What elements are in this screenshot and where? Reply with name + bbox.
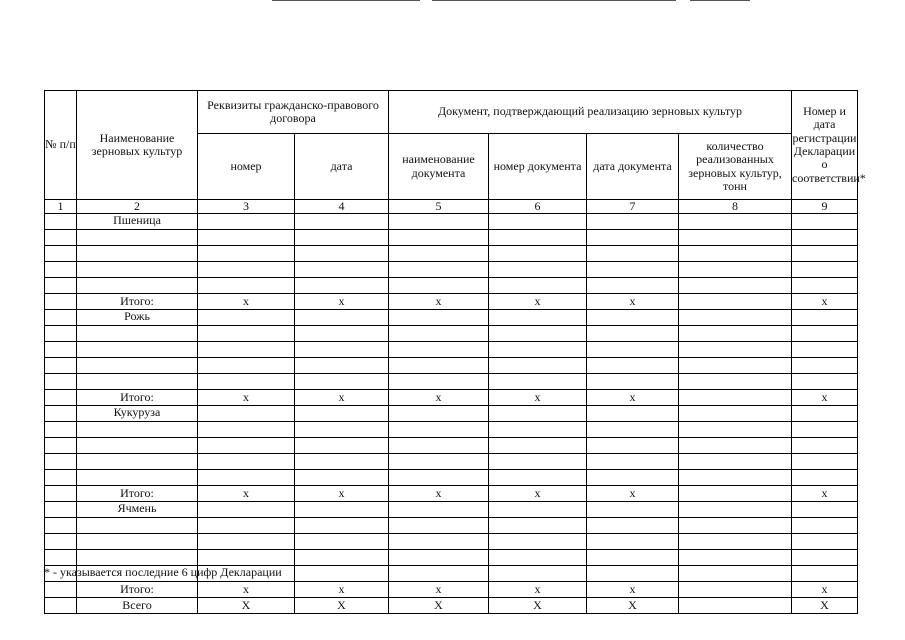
empty-cell xyxy=(679,550,792,566)
empty-cell xyxy=(792,566,858,582)
subtotal-mark: x xyxy=(587,486,679,502)
empty-cell xyxy=(792,422,858,438)
total-mark: X xyxy=(587,598,679,614)
empty-cell xyxy=(198,278,295,294)
empty-cell xyxy=(489,326,587,342)
subtotal-row xyxy=(45,582,858,598)
row-number-cell xyxy=(45,310,77,326)
empty-cell xyxy=(587,566,679,582)
empty-cell xyxy=(198,326,295,342)
subtotal-mark: x xyxy=(792,390,858,406)
empty-cell xyxy=(295,502,389,518)
empty-cell xyxy=(587,278,679,294)
row-number-cell xyxy=(45,598,77,614)
empty-cell xyxy=(45,550,77,566)
empty-cell xyxy=(295,406,389,422)
footnote: * - указывается последние 6 цифр Декларации xyxy=(44,565,282,579)
empty-cell xyxy=(198,374,295,390)
subtotal-mark: x xyxy=(198,390,295,406)
empty-cell xyxy=(679,262,792,278)
empty-cell xyxy=(489,422,587,438)
empty-cell xyxy=(77,358,198,374)
subtotal-mark: x xyxy=(489,582,587,598)
empty-cell xyxy=(587,246,679,262)
grain-sales-table xyxy=(44,90,866,614)
entry-row xyxy=(45,278,858,294)
scan-edge-line xyxy=(432,0,676,1)
empty-cell xyxy=(295,278,389,294)
subtotal-mark: x xyxy=(389,294,489,310)
empty-cell xyxy=(45,278,77,294)
empty-cell xyxy=(489,518,587,534)
subtotal-mark: x xyxy=(295,582,389,598)
empty-cell xyxy=(389,230,489,246)
total-mark: X xyxy=(295,598,389,614)
header-document-date: дата документа xyxy=(587,134,679,200)
header-document-number: номер документа xyxy=(489,134,587,200)
empty-cell xyxy=(198,262,295,278)
empty-cell xyxy=(587,550,679,566)
empty-cell xyxy=(198,438,295,454)
empty-cell xyxy=(389,422,489,438)
empty-cell xyxy=(679,566,792,582)
empty-cell xyxy=(587,422,679,438)
empty-cell xyxy=(587,502,679,518)
empty-cell xyxy=(295,550,389,566)
empty-cell xyxy=(792,342,858,358)
entry-row xyxy=(45,230,858,246)
empty-cell xyxy=(198,406,295,422)
empty-cell xyxy=(77,518,198,534)
total-mark xyxy=(679,598,792,614)
empty-cell xyxy=(489,406,587,422)
empty-cell xyxy=(295,326,389,342)
empty-cell xyxy=(45,518,77,534)
empty-cell xyxy=(792,278,858,294)
empty-cell xyxy=(792,358,858,374)
empty-cell xyxy=(389,278,489,294)
empty-cell xyxy=(792,550,858,566)
empty-cell xyxy=(295,310,389,326)
empty-cell xyxy=(77,246,198,262)
empty-cell xyxy=(77,454,198,470)
empty-cell xyxy=(45,246,77,262)
empty-cell xyxy=(198,534,295,550)
empty-cell xyxy=(679,422,792,438)
subtotal-mark: x xyxy=(389,486,489,502)
row-number-cell xyxy=(45,214,77,230)
column-number: 7 xyxy=(587,200,679,214)
empty-cell xyxy=(389,550,489,566)
empty-cell xyxy=(679,326,792,342)
empty-cell xyxy=(587,214,679,230)
subtotal-mark: x xyxy=(198,582,295,598)
header-row-number: № п/п xyxy=(45,91,77,200)
empty-cell xyxy=(45,326,77,342)
subtotal-mark: x xyxy=(198,486,295,502)
empty-cell xyxy=(792,518,858,534)
empty-cell xyxy=(489,566,587,582)
header-contract-group: Реквизиты гражданско-правового договора xyxy=(198,91,389,134)
empty-cell xyxy=(198,422,295,438)
empty-cell xyxy=(77,342,198,358)
subtotal-mark xyxy=(679,390,792,406)
empty-cell xyxy=(679,246,792,262)
empty-cell xyxy=(489,502,587,518)
empty-cell xyxy=(587,358,679,374)
header-contract-date: дата xyxy=(295,134,389,200)
header-crop-name: Наименование зерновых культур xyxy=(77,91,198,200)
empty-cell xyxy=(45,422,77,438)
empty-cell xyxy=(198,518,295,534)
empty-cell xyxy=(295,534,389,550)
entry-row xyxy=(45,326,858,342)
empty-cell xyxy=(679,214,792,230)
crop-name: Рожь xyxy=(77,310,198,326)
column-number: 5 xyxy=(389,200,489,214)
empty-cell xyxy=(792,502,858,518)
empty-cell xyxy=(679,438,792,454)
empty-cell xyxy=(389,358,489,374)
empty-cell xyxy=(679,534,792,550)
subtotal-mark: x xyxy=(587,294,679,310)
empty-cell xyxy=(295,214,389,230)
empty-cell xyxy=(45,454,77,470)
subtotal-mark xyxy=(679,294,792,310)
empty-cell xyxy=(77,550,198,566)
empty-cell xyxy=(792,454,858,470)
empty-cell xyxy=(198,230,295,246)
empty-cell xyxy=(77,262,198,278)
subtotal-mark: x xyxy=(792,486,858,502)
row-number-cell xyxy=(45,294,77,310)
empty-cell xyxy=(587,310,679,326)
empty-cell xyxy=(389,310,489,326)
empty-cell xyxy=(792,470,858,486)
empty-cell xyxy=(489,470,587,486)
empty-cell xyxy=(389,454,489,470)
entry-row xyxy=(45,534,858,550)
empty-cell xyxy=(792,246,858,262)
row-number-cell xyxy=(45,582,77,598)
empty-cell xyxy=(295,262,389,278)
empty-cell xyxy=(198,502,295,518)
empty-cell xyxy=(45,534,77,550)
row-number-cell xyxy=(45,390,77,406)
empty-cell xyxy=(587,438,679,454)
empty-cell xyxy=(587,518,679,534)
crop-name: Пшеница xyxy=(77,214,198,230)
subtotal-mark: x xyxy=(295,390,389,406)
subtotal-label: Итого: xyxy=(77,486,198,502)
empty-cell xyxy=(389,326,489,342)
empty-cell xyxy=(198,246,295,262)
empty-cell xyxy=(679,406,792,422)
entry-row xyxy=(45,246,858,262)
empty-cell xyxy=(389,534,489,550)
column-number: 1 xyxy=(45,200,77,214)
empty-cell xyxy=(198,342,295,358)
subtotal-mark: x xyxy=(389,390,489,406)
empty-cell xyxy=(389,406,489,422)
empty-cell xyxy=(679,310,792,326)
empty-cell xyxy=(45,374,77,390)
header-quantity: количество реализованных зерновых культур, тонн xyxy=(679,134,792,200)
subtotal-label: Итого: xyxy=(77,582,198,598)
subtotal-mark: x xyxy=(489,390,587,406)
empty-cell xyxy=(792,326,858,342)
entry-row xyxy=(45,358,858,374)
subtotal-mark: x xyxy=(792,294,858,310)
total-mark: X xyxy=(792,598,858,614)
empty-cell xyxy=(45,470,77,486)
empty-cell xyxy=(489,230,587,246)
subtotal-mark: x xyxy=(389,582,489,598)
subtotal-mark xyxy=(679,486,792,502)
empty-cell xyxy=(587,374,679,390)
empty-cell xyxy=(389,566,489,582)
crop-name-row xyxy=(45,502,858,518)
empty-cell xyxy=(389,262,489,278)
empty-cell xyxy=(45,438,77,454)
empty-cell xyxy=(679,374,792,390)
entry-row xyxy=(45,262,858,278)
header-contract-number: номер xyxy=(198,134,295,200)
subtotal-mark: x xyxy=(295,294,389,310)
row-number-cell xyxy=(45,406,77,422)
empty-cell xyxy=(679,230,792,246)
empty-cell xyxy=(489,358,587,374)
empty-cell xyxy=(295,358,389,374)
empty-cell xyxy=(679,358,792,374)
empty-cell xyxy=(77,326,198,342)
entry-row xyxy=(45,454,858,470)
empty-cell xyxy=(295,246,389,262)
empty-cell xyxy=(77,534,198,550)
empty-cell xyxy=(489,438,587,454)
total-mark: X xyxy=(489,598,587,614)
empty-cell xyxy=(389,438,489,454)
empty-cell xyxy=(792,438,858,454)
empty-cell xyxy=(792,214,858,230)
subtotal-label: Итого: xyxy=(77,390,198,406)
subtotal-row xyxy=(45,486,858,502)
empty-cell xyxy=(295,374,389,390)
entry-row xyxy=(45,422,858,438)
scan-edge-line xyxy=(272,0,420,1)
empty-cell xyxy=(587,230,679,246)
crop-name-row xyxy=(45,406,858,422)
header-document-group: Документ, подтверждающий реализацию зерновых культур xyxy=(389,91,792,134)
empty-cell xyxy=(389,518,489,534)
subtotal-mark: x xyxy=(295,486,389,502)
empty-cell xyxy=(389,470,489,486)
header-document-name: наименование документа xyxy=(389,134,489,200)
empty-cell xyxy=(489,262,587,278)
empty-cell xyxy=(77,470,198,486)
entry-row xyxy=(45,550,858,566)
empty-cell xyxy=(489,550,587,566)
empty-cell xyxy=(679,518,792,534)
subtotal-mark: x xyxy=(792,582,858,598)
empty-cell xyxy=(45,342,77,358)
empty-cell xyxy=(198,550,295,566)
column-number: 8 xyxy=(679,200,792,214)
empty-cell xyxy=(792,310,858,326)
empty-cell xyxy=(77,422,198,438)
empty-cell xyxy=(679,342,792,358)
scan-edge-line xyxy=(690,0,750,1)
empty-cell xyxy=(198,454,295,470)
subtotal-mark xyxy=(679,582,792,598)
subtotal-row xyxy=(45,294,858,310)
empty-cell xyxy=(489,454,587,470)
column-number-row xyxy=(45,200,858,214)
empty-cell xyxy=(792,230,858,246)
empty-cell xyxy=(792,374,858,390)
empty-cell xyxy=(587,454,679,470)
empty-cell xyxy=(679,454,792,470)
empty-cell xyxy=(587,342,679,358)
column-number: 3 xyxy=(198,200,295,214)
entry-row xyxy=(45,470,858,486)
header-declaration: Номер и дата регистрации Декларации о соответствии* xyxy=(792,91,858,200)
empty-cell xyxy=(679,278,792,294)
subtotal-label: Итого: xyxy=(77,294,198,310)
empty-cell xyxy=(389,246,489,262)
empty-cell xyxy=(389,214,489,230)
row-number-cell xyxy=(45,502,77,518)
entry-row xyxy=(45,438,858,454)
column-number: 6 xyxy=(489,200,587,214)
entry-row xyxy=(45,374,858,390)
empty-cell xyxy=(295,566,389,582)
empty-cell xyxy=(295,230,389,246)
column-number: 4 xyxy=(295,200,389,214)
crop-name-row xyxy=(45,310,858,326)
empty-cell xyxy=(77,278,198,294)
empty-cell xyxy=(198,214,295,230)
empty-cell xyxy=(295,454,389,470)
empty-cell xyxy=(587,470,679,486)
empty-cell xyxy=(77,230,198,246)
empty-cell xyxy=(77,374,198,390)
crop-name: Кукуруза xyxy=(77,406,198,422)
total-row xyxy=(45,598,858,614)
empty-cell xyxy=(587,326,679,342)
empty-cell xyxy=(679,470,792,486)
crop-name-row xyxy=(45,214,858,230)
empty-cell xyxy=(45,358,77,374)
empty-cell xyxy=(792,406,858,422)
empty-cell xyxy=(77,438,198,454)
empty-cell xyxy=(489,310,587,326)
empty-cell xyxy=(295,422,389,438)
empty-cell xyxy=(198,470,295,486)
empty-cell xyxy=(489,246,587,262)
row-number-cell xyxy=(45,486,77,502)
column-number: 9 xyxy=(792,200,858,214)
empty-cell xyxy=(489,534,587,550)
subtotal-row xyxy=(45,390,858,406)
empty-cell xyxy=(792,262,858,278)
column-number: 2 xyxy=(77,200,198,214)
subtotal-mark: x xyxy=(198,294,295,310)
empty-cell xyxy=(198,358,295,374)
entry-row xyxy=(45,342,858,358)
empty-cell xyxy=(679,502,792,518)
empty-cell xyxy=(45,262,77,278)
empty-cell xyxy=(389,374,489,390)
subtotal-mark: x xyxy=(587,390,679,406)
empty-cell xyxy=(489,342,587,358)
empty-cell xyxy=(295,342,389,358)
empty-cell xyxy=(389,342,489,358)
empty-cell xyxy=(489,214,587,230)
empty-cell xyxy=(587,406,679,422)
empty-cell xyxy=(587,262,679,278)
subtotal-mark: x xyxy=(489,486,587,502)
empty-cell xyxy=(45,230,77,246)
empty-cell xyxy=(489,374,587,390)
subtotal-mark: x xyxy=(587,582,679,598)
empty-cell xyxy=(389,502,489,518)
entry-row xyxy=(45,518,858,534)
total-mark: X xyxy=(389,598,489,614)
empty-cell xyxy=(295,438,389,454)
total-mark: X xyxy=(198,598,295,614)
empty-cell xyxy=(792,534,858,550)
crop-name: Ячмень xyxy=(77,502,198,518)
total-label: Всего xyxy=(77,598,198,614)
empty-cell xyxy=(198,310,295,326)
empty-cell xyxy=(489,278,587,294)
empty-cell xyxy=(295,470,389,486)
empty-cell xyxy=(295,518,389,534)
empty-cell xyxy=(587,534,679,550)
subtotal-mark: x xyxy=(489,294,587,310)
